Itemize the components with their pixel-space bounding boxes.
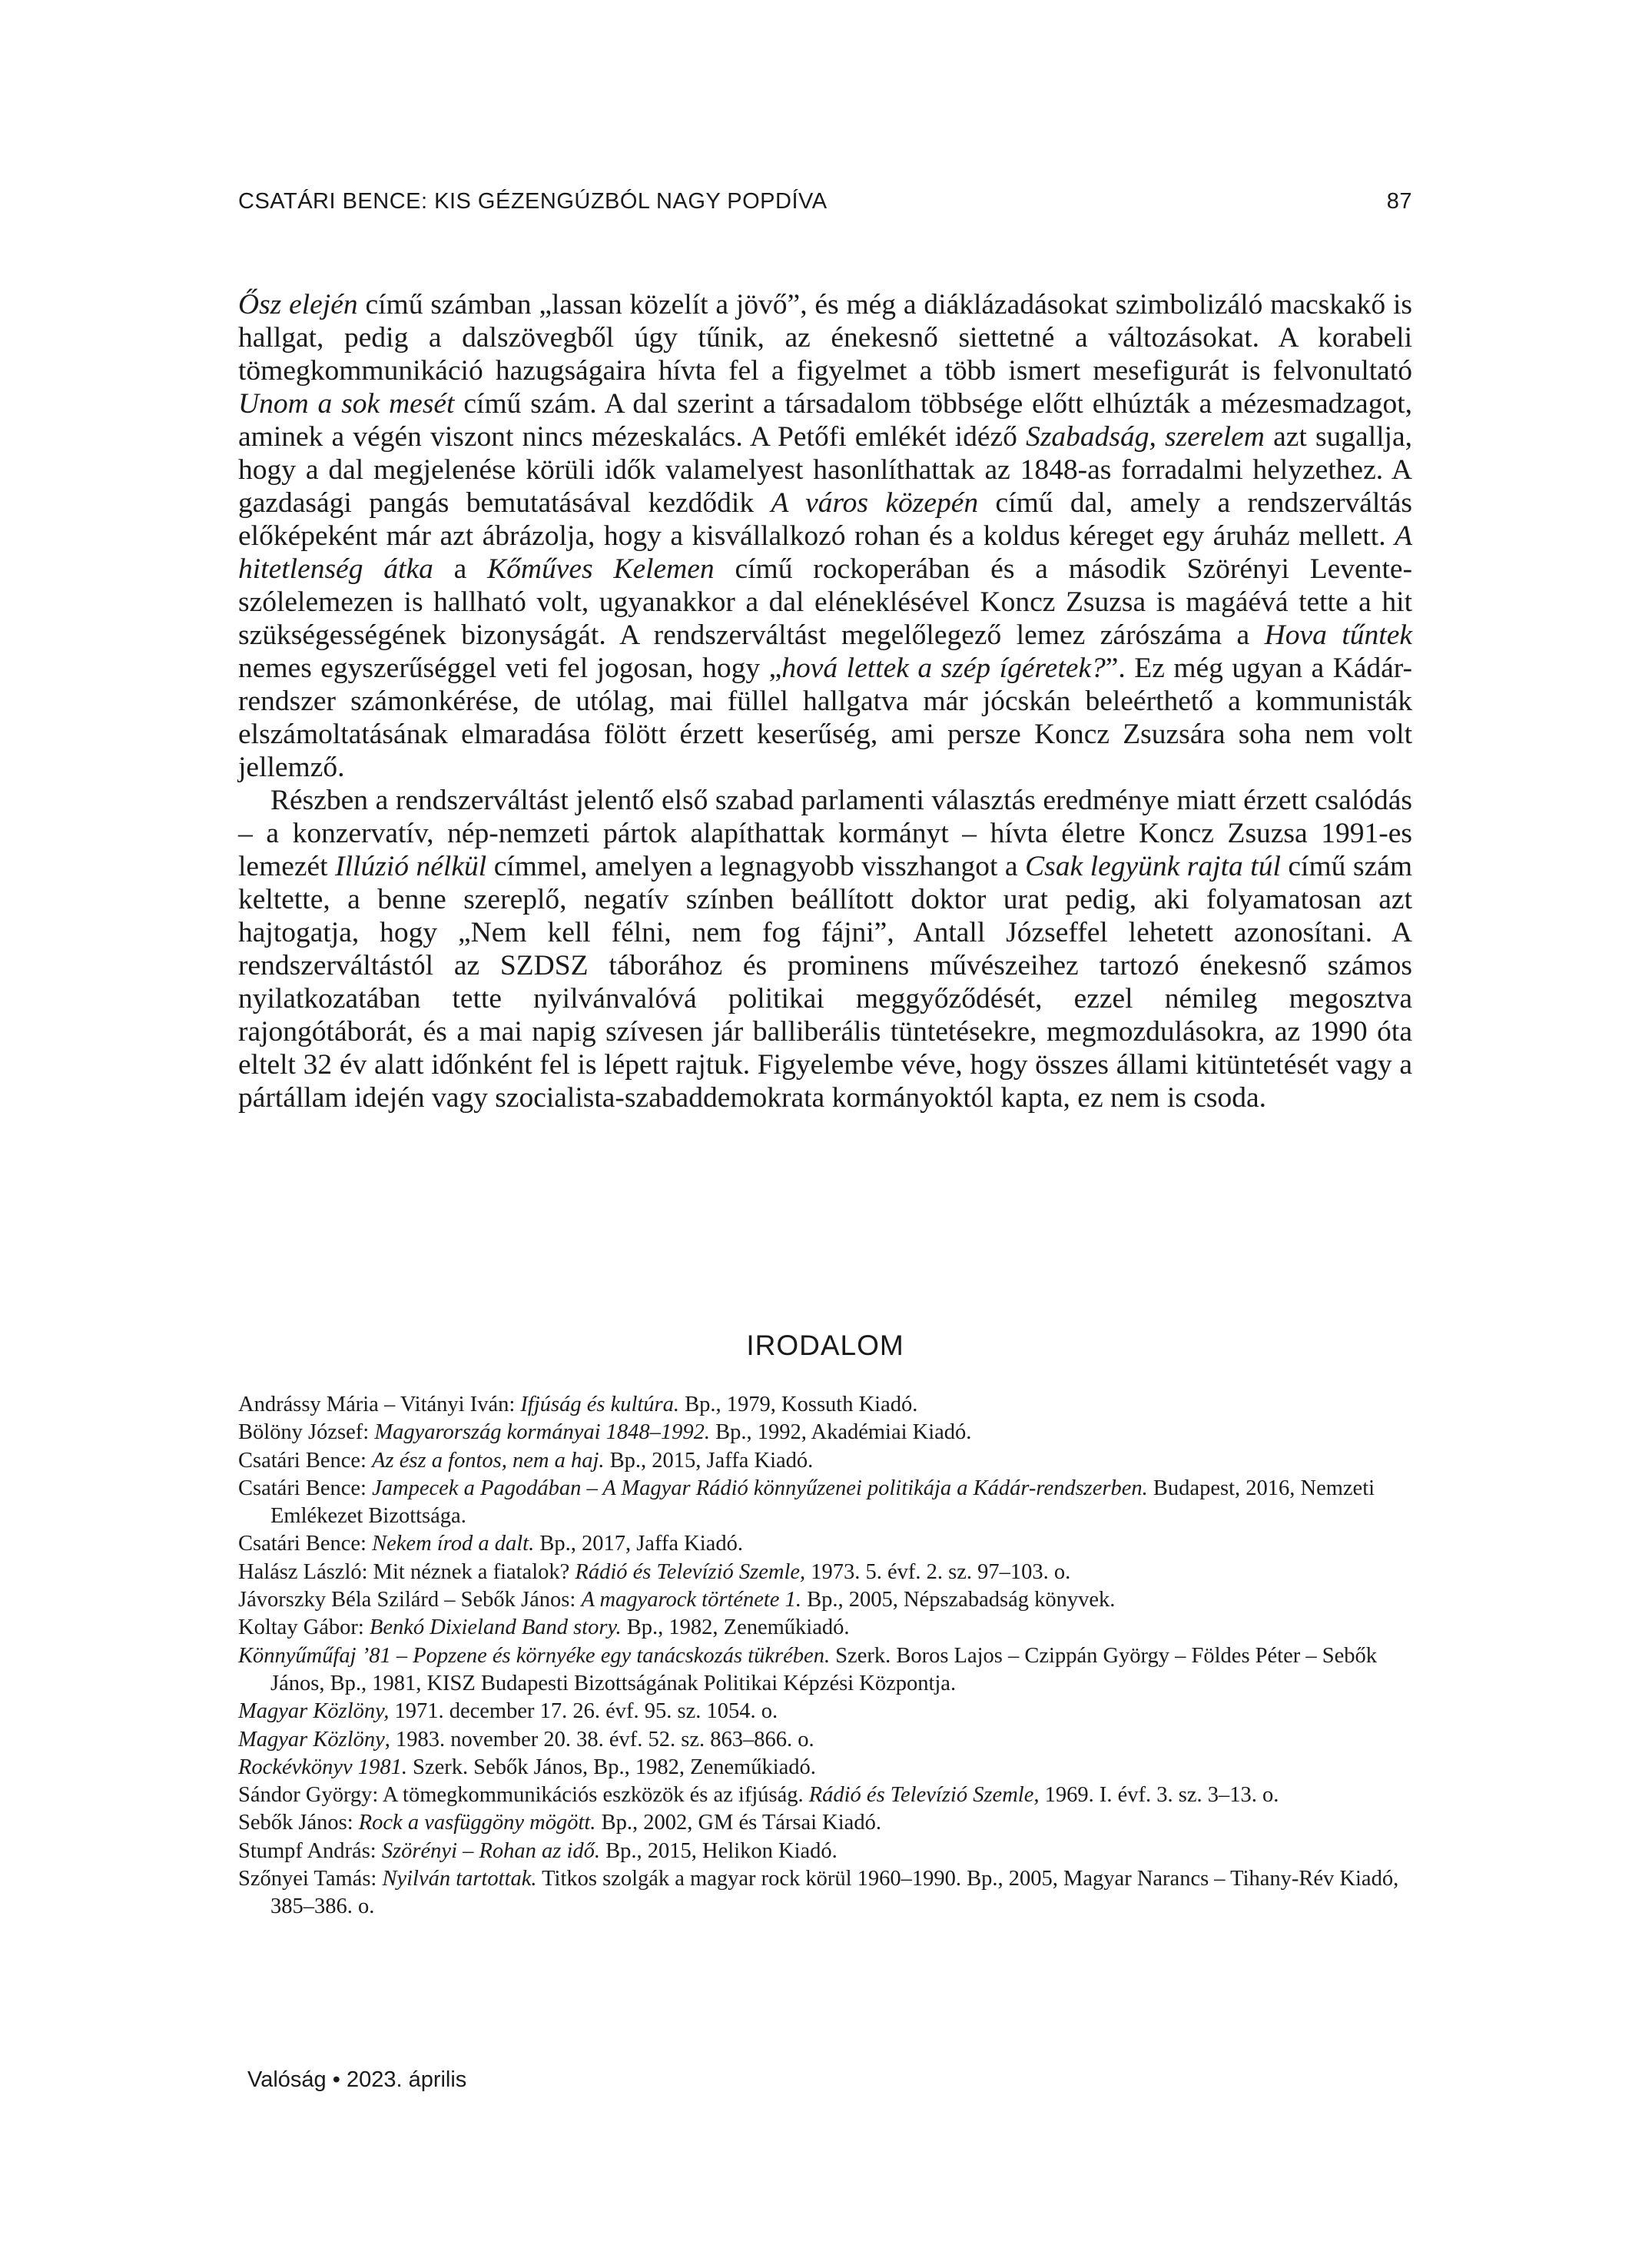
italic-title-run: Rádió és Televízió Szemle, [808,1783,1040,1808]
text-run: Koltay Gábor: [238,1615,370,1640]
text-run: 1971. december 17. 26. évf. 95. sz. 1054. o. [389,1699,778,1724]
bibliography-entry [238,1447,1412,1475]
text-run: Csatári Bence: [238,1476,373,1500]
bibliography-entry [238,1865,1412,1921]
italic-title-run: Nekem írod a dalt. [372,1532,535,1556]
italic-title-run: Rockévkönyv 1981. [238,1755,407,1779]
bibliography-entry [238,1726,1412,1754]
text-run: című szám keltette, a benne szereplő, negatív színben beállított doktor urat pedig, aki folyamatosan azt hajtogatja, hogy „Nem kell félni, nem fog fájni”, Antall Józseffel lehetett azonosítani. A rendszerváltástól az SZDSZ táborához és prominens művészeihez tartozó énekesnő számos nyilatkozatában tette nyilvánvalóvá politikai meggyőződését, ezzel némileg megosztva rajongótáborát, és a mai napig szívesen jár balliberális tüntetésekre, megmozdulásokra, az 1990 óta eltelt 32 év alatt időnként fel is lépett rajtuk. Figyelembe véve, hogy összes állami kitüntetését vagy a pártállam idején vagy szocialista-szabaddemokrata kormányoktól kapta, ez nem is csoda. [238,851,1412,1114]
text-run: Stumpf András: [238,1838,382,1863]
text-run: Szerk. Sebők János, Bp., 1982, Zeneműkiadó. [406,1755,816,1779]
bibliography-entry [238,1642,1412,1699]
page-footer [247,2067,466,2093]
italic-title-run: Illúzió nélkül [335,851,487,882]
text-run: című számban „lassan közelít a jövő”, és még a diáklázadásokat szimbolizáló macskakő is hallgat, pedig a dalszövegből úgy tűnik, az énekesnő siettetné a változásokat. A korabeli tömegkommunikáció hazugságaira hívta fel a figyelmet a több ismert mesefigurát is felvonultató [238,289,1412,387]
italic-title-run: Ősz elején [238,289,358,320]
bibliography-entry [238,1809,1412,1837]
footer-journal: Valóság [247,2067,327,2092]
italic-title-run: Szörényi – Rohan az idő. [381,1838,601,1863]
italic-title-run: Jampecek a Pagodában – A Magyar Rádió könnyűzenei politikája a Kádár-rendszerben. [372,1476,1148,1500]
italic-title-run: A város közepén [771,487,979,519]
text-run: című dal, amely a rendszerváltás előképeként már azt ábrázolja, hogy a kisvállalkozó rohan és a koldus kéreget egy áruház mellett. [238,487,1412,552]
running-header [238,184,1412,218]
page-number: 87 [1386,188,1412,214]
bibliography-entry [238,1419,1412,1446]
text-run: ”. Ez még ugyan a Kádár-rendszer számonkérése, de utólag, mai füllel hallgatva már jócskán beleérthető a kommunisták elszámoltatásának elmaradása fölött érzett keserűség, ami persze Koncz Zsuzsára soha nem volt jellemző. [238,653,1413,783]
italic-title-run: Nyilván tartottak. [382,1867,537,1891]
text-run: Csatári Bence: [238,1532,373,1556]
text-run: című szám. A dal szerint a társadalom többsége előtt elhúzták a mézesmadzagot, aminek a végén viszont nincs mézeskalács. A Petőfi emlékét idéző [238,388,1412,453]
italic-title-run: Rádió és Televízió Szemle, [575,1559,806,1584]
text-run: Halász László: Mit néznek a fiatalok? [238,1559,576,1584]
running-title: CSATÁRI BENCE: KIS GÉZENGÚZBÓL NAGY POPDÍVA [238,188,828,214]
bibliography-entry [238,1614,1412,1642]
footer-separator: • [332,2067,340,2092]
text-run: Sándor György: A tömegkommunikációs eszközök és az ifjúság. [238,1783,809,1808]
text-run: Titkos szolgák a magyar rock körül 1960–1990. Bp., 2005, Magyar Narancs – Tihany-Rév Kiadó, 385–386. o. [270,1867,1399,1919]
bibliography-entry [238,1754,1412,1782]
text-run: Bp., 2015, Helikon Kiadó. [600,1838,838,1863]
text-run: Bölöny József: [238,1420,375,1445]
text-run: Bp., 2017, Jaffa Kiadó. [534,1532,743,1556]
body-paragraph [238,288,1412,784]
text-run: címmel, amelyen a legnagyobb visszhangot a [486,851,1026,882]
text-run: Szőnyei Tamás: [238,1867,383,1891]
bibliography-entry [238,1530,1412,1558]
text-run: Budapest, 2016, Nemzeti Emlékezet Bizottsága. [270,1476,1375,1529]
text-run: Andrássy Mária – Vitányi Iván: [238,1393,521,1416]
italic-title-run: Hova tűntek [1264,619,1412,651]
italic-title-run: A hitetlenség átka [238,520,1412,585]
article-body [238,288,1412,1114]
italic-title-run: Magyar Közlöny [238,1727,385,1752]
text-run: Szerk. Boros Lajos – Czippán György – Földes Péter – Sebők János, Bp., 1981, KISZ Budapesti Bizottságának Politikai Képzési Központja. [270,1643,1377,1695]
bibliography-entry [238,1698,1412,1725]
text-run: 1969. I. évf. 3. sz. 3–13. o. [1039,1783,1279,1808]
bibliography-entry [238,1475,1412,1531]
text-run: a [433,553,488,585]
italic-title-run: hová lettek a szép ígéretek? [781,653,1106,684]
text-run: Bp., 2005, Népszabadság könyvek. [801,1588,1116,1612]
bibliography-entry [238,1559,1412,1586]
text-run: Bp., 2015, Jaffa Kiadó. [604,1448,814,1473]
italic-title-run: Magyar Közlöny, [238,1699,390,1724]
text-run: Részben a rendszerváltást jelentő első szabad parlamenti választás eredménye miatt érzett csalódás – a konzervatív, nép-nemzeti pártok alapíthattak kormányt – hívta életre Koncz Zsuzsa 1991-es lemezét [238,785,1412,882]
italic-title-run: Csak legyünk rajta túl [1025,851,1281,882]
italic-title-run: A magyarock története 1. [581,1588,801,1612]
bibliography-entry [238,1838,1412,1865]
text-run: című rockoperában és a második Szörényi Levente-szólelemezen is hallható volt, ugyanakkor a dal eléneklésével Koncz Zsuzsa is magáévá tette a hit szükségességének bizonyságát. A rendszerváltást megelőlegező lemez zárószáma a [238,553,1412,651]
bibliography-entry [238,1586,1412,1614]
bibliography-entry [238,1391,1412,1419]
italic-title-run: Benkó Dixieland Band story. [369,1615,622,1640]
bibliography-list [238,1391,1412,1921]
text-run: , 1983. november 20. 38. évf. 52. sz. 863–866. o. [384,1727,814,1752]
text-run: Jávorszky Béla Szilárd – Sebők János: [238,1588,582,1612]
italic-title-run: Unom a sok mesét [238,388,455,420]
italic-title-run: Az ész a fontos, nem a haj. [372,1448,605,1473]
text-run: Csatári Bence: [238,1448,373,1473]
text-run: nemes egyszerűséggel veti fel jogosan, hogy „ [238,653,782,684]
italic-title-run: Magyarország kormányai 1848–1992. [374,1420,711,1445]
body-paragraph [238,784,1412,1114]
italic-title-run: Kőműves Kelemen [487,553,715,585]
text-run: Sebők János: [238,1811,359,1835]
italic-title-run: Rock a vasfüggöny mögött. [358,1811,596,1835]
bibliography-entry [238,1782,1412,1809]
italic-title-run: Ifjúság és kultúra. [520,1393,680,1416]
bibliography-title: IRODALOM [746,1330,904,1361]
italic-title-run: Szabadság, szerelem [1026,421,1265,453]
italic-title-run: Könnyűműfaj ’81 – Popzene és környéke egy tanácskozás tükrében. [238,1643,831,1668]
text-run: Bp., 1982, Zeneműkiadó. [621,1615,850,1640]
text-run: Bp., 1992, Akadémiai Kiadó. [710,1420,972,1445]
text-run: Bp., 2002, GM és Társai Kiadó. [595,1811,881,1835]
text-run: 1973. 5. évf. 2. sz. 97–103. o. [805,1559,1071,1584]
footer-issue: 2023. április [346,2067,467,2092]
text-run: azt sugallja, hogy a dal megjelenése körüli idők valamelyest hasonlíthattak az 1848-as forradalmi helyzethez. A gazdasági pangás bemutatásával kezdődik [238,421,1412,519]
text-run: Bp., 1979, Kossuth Kiadó. [679,1393,918,1416]
